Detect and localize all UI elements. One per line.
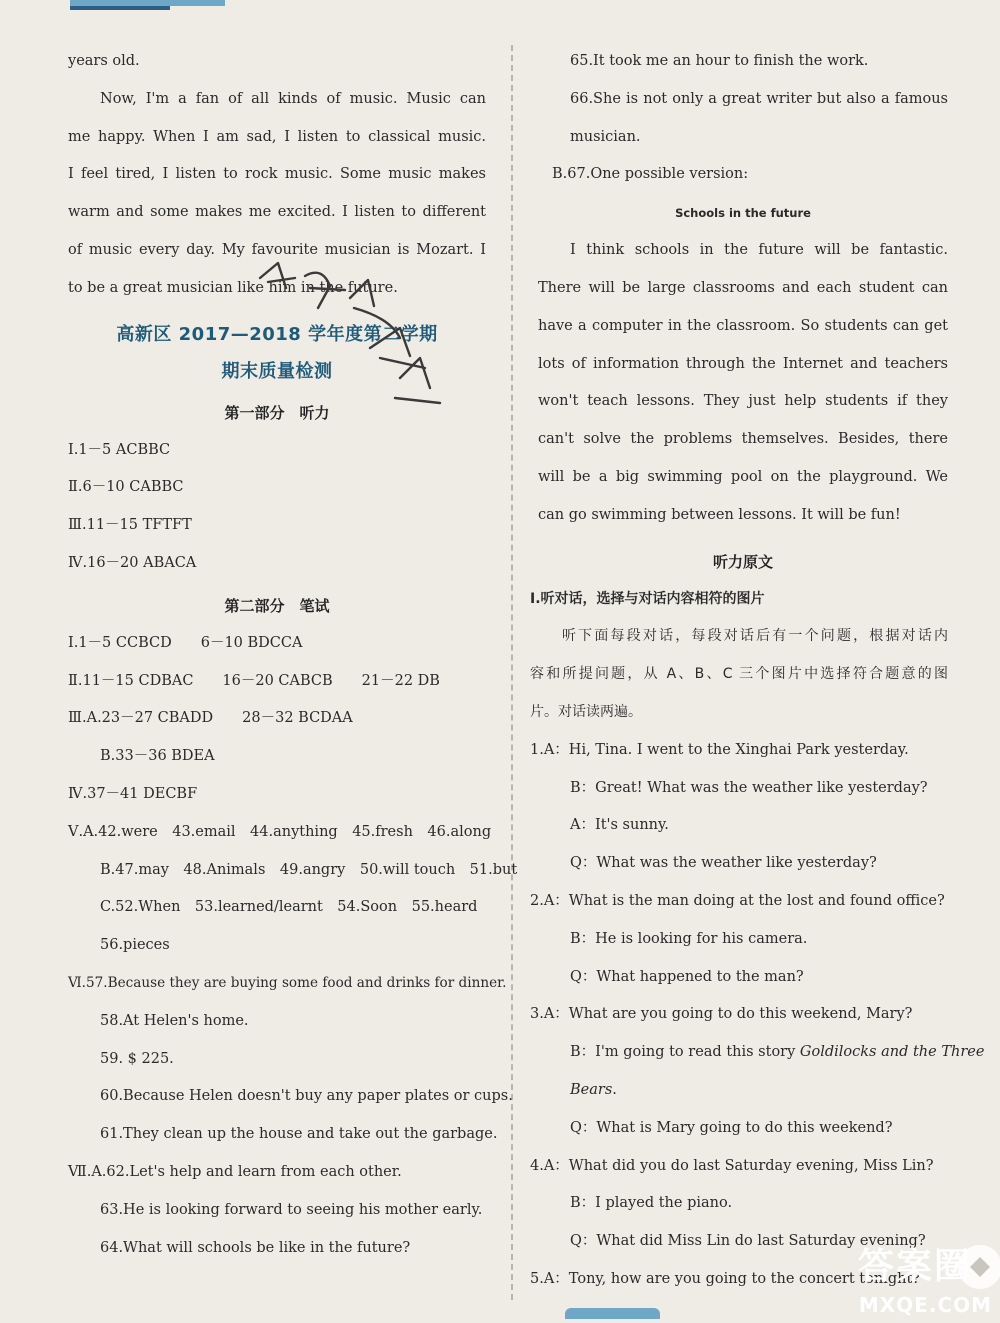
answer-line: B.33－36 BDEA — [100, 748, 215, 765]
dialogue-line: Q：What did Miss Lin do last Saturday evening? — [570, 1233, 926, 1250]
answer-line: musician. — [570, 128, 641, 145]
dialogue-line: Q：What is Mary going to do this weekend? — [570, 1119, 893, 1136]
essay-line: will be a big swimming pool on the playground. We — [538, 468, 948, 485]
essay-line: to be a great musician like him in the future. — [68, 279, 398, 296]
answer-line: C.52.When 53.learned/learnt 54.Soon 55.heard — [100, 899, 478, 916]
answer-line: Ⅱ.6－10 CABBC — [68, 479, 184, 496]
site-watermark — [830, 1227, 1000, 1319]
dialogue-line: B：I played the piano. — [570, 1195, 733, 1212]
watermark-url: MXQE.COM — [858, 1293, 992, 1317]
essay-line: warm and some makes me excited. I listen to different — [68, 204, 486, 221]
listening-heading: 听力原文 — [712, 552, 773, 571]
dialogue-line: B：He is looking for his camera. — [570, 930, 808, 947]
answer-line: Ⅲ.A.23－27 CBADD 28－32 BCDAA — [68, 710, 353, 727]
essay-line: There will be large classrooms and each student can — [538, 279, 948, 296]
dialogue-line: 4.A：What did you do last Saturday evening, Miss Lin? — [530, 1157, 934, 1174]
dialogue-line: 5.A：Tony, how are you going to the concert tonight? — [530, 1270, 921, 1287]
instruction-line: 容和所提问题，从 A、B、C 三个图片中选择符合题意的图 — [530, 666, 948, 683]
dialogue-line: 2.A：What is the man doing at the lost and found office? — [530, 892, 945, 909]
dialogue-line: A：It's sunny. — [570, 817, 669, 834]
answer-line: Ⅳ.16－20 ABACA — [68, 554, 197, 571]
essay-line: I feel tired, I listen to rock music. Some music makes — [68, 166, 486, 183]
essay-line: can go swimming between lessons. It will be fun! — [538, 506, 901, 523]
header-accent-bar-dark — [70, 6, 170, 10]
answer-line: Ⅵ.57.Because they are buying some food and drinks for dinner. — [68, 974, 507, 991]
part2-heading: 第二部分 笔试 — [224, 596, 330, 615]
essay-line: won't teach lessons. They just help students if they — [538, 393, 948, 410]
answer-line: B.67.One possible version: — [552, 166, 749, 183]
section-title: Ⅰ.听对话，选择与对话内容相符的图片 — [530, 590, 765, 607]
answer-line: 63.He is looking forward to seeing his mother early. — [100, 1201, 483, 1218]
handwriting-scribble — [250, 258, 460, 418]
dialogue-line — [538, 1034, 985, 1072]
book-title: Goldilocks and the Three — [799, 1044, 985, 1061]
answer-line: 61.They clean up the house and take out the garbage. — [100, 1126, 498, 1143]
dialogue-text: B：I'm going to read this story — [570, 1044, 796, 1061]
exam-subtitle: 期末质量检测 — [221, 360, 333, 382]
answer-line: 64.What will schools be like in the future? — [100, 1239, 411, 1256]
right-column — [530, 43, 985, 1299]
answer-line: 66.She is not only a great writer but also a famous — [570, 90, 948, 107]
answer-line: 58.At Helen's home. — [100, 1012, 249, 1029]
essay-line: I think schools in the future will be fantastic. — [570, 242, 948, 259]
left-column — [68, 43, 518, 1267]
essay-line: Now, I'm a fan of all kinds of music. Music can — [100, 90, 486, 107]
answer-line: 59. $ 225. — [100, 1050, 174, 1067]
answer-line: Ⅰ.1－5 CCBCD 6－10 BDCCA — [68, 634, 303, 651]
essay-title: Schools in the future — [675, 206, 811, 221]
dialogue-line: Q：What was the weather like yesterday? — [570, 855, 877, 872]
dialogue-line: B：Great! What was the weather like yesterday? — [570, 779, 928, 796]
essay-line: lots of information through the Internet and teachers — [538, 355, 948, 372]
answer-line: Ⅱ.11－15 CDBAC 16－20 CABCB 21－22 DB — [68, 672, 440, 689]
part1-heading: 第一部分 听力 — [224, 403, 330, 422]
exam-title: 高新区 2017—2018 学年度第二学期 — [116, 323, 438, 345]
watermark-cn: 答案圈 — [857, 1246, 972, 1287]
answer-line: 65.It took me an hour to finish the work. — [570, 53, 869, 69]
dialogue-line: Q：What happened to the man? — [570, 968, 804, 985]
essay-line: can't solve the problems themselves. Besides, there — [538, 431, 948, 448]
answer-line: Ⅳ.37－41 DECBF — [68, 785, 198, 802]
essay-line: me happy. When I am sad, I listen to classical music. — [68, 128, 486, 145]
page-footer-tab — [565, 1308, 660, 1319]
answer-line: B.47.may 48.Animals 49.angry 50.will touch 51.but — [100, 861, 518, 878]
dialogue-line — [538, 1072, 948, 1110]
book-title-cont: Bears — [570, 1081, 613, 1098]
essay-line: have a computer in the classroom. So students can get — [538, 317, 948, 334]
period: . — [612, 1081, 617, 1098]
instruction-line: 片。对话读两遍。 — [530, 703, 642, 720]
answer-line: 56.pieces — [100, 937, 170, 954]
instruction-line: 听下面每段对话，每段对话后有一个问题，根据对话内 — [562, 628, 948, 645]
answer-line: Ⅲ.11－15 TFTFT — [68, 517, 192, 534]
answer-line: 60.Because Helen doesn't buy any paper plates or cups. — [100, 1088, 513, 1105]
answer-line: Ⅴ.A.42.were 43.email 44.anything 45.fresh 46.along — [68, 823, 492, 840]
essay-line: years old. — [68, 53, 140, 69]
answer-line: Ⅰ.1－5 ACBBC — [68, 441, 171, 458]
dialogue-line: 3.A：What are you going to do this weekend, Mary? — [530, 1006, 913, 1023]
answer-line: Ⅶ.A.62.Let's help and learn from each other. — [68, 1163, 402, 1180]
dialogue-line: 1.A：Hi, Tina. I went to the Xinghai Park yesterday. — [530, 741, 909, 758]
essay-line: of music every day. My favourite musician is Mozart. I — [68, 241, 486, 258]
